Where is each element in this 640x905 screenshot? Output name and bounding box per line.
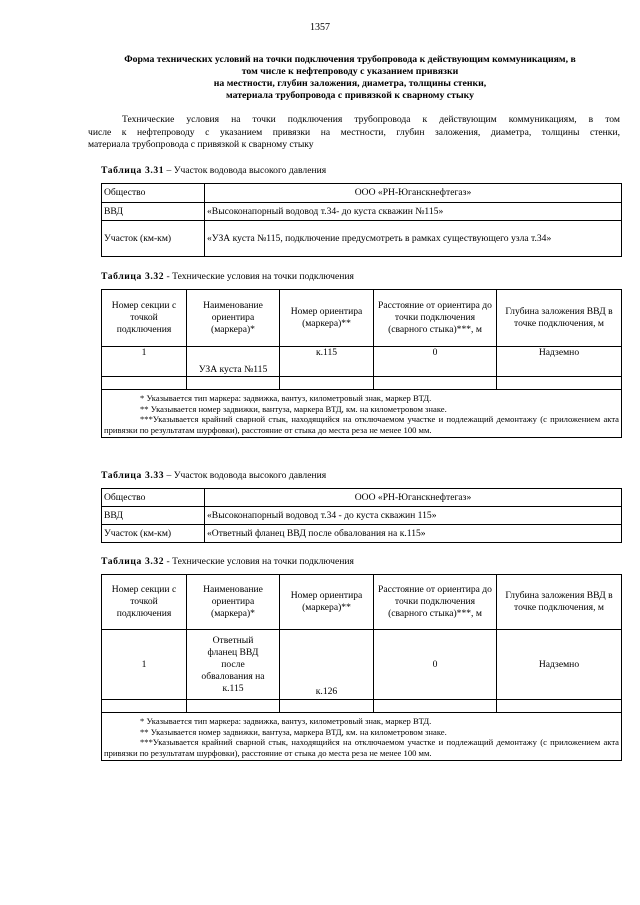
table-caption-text: – Участок водовода высокого давления — [164, 165, 327, 176]
table-header-row — [102, 290, 622, 347]
table-cell: к.115 — [280, 347, 374, 377]
row-label: Участок (км-км) — [102, 525, 205, 543]
table-caption — [101, 470, 326, 481]
row-value: ООО «РН-Юганскнефтегаз» — [205, 184, 622, 203]
column-header: Глубина заложения ВВД в точке подключения, м — [497, 290, 622, 347]
note-line: * Указывается тип маркера: задвижка, вантуз, километровый знак, маркер ВТД. — [140, 393, 432, 403]
title-line: том числе к нефтепроводу с указанием привязки — [241, 66, 459, 77]
row-value: «Ответный фланец ВВД после обвалования на к.115» — [205, 525, 622, 543]
note-line: * Указывается тип маркера: задвижка, вантуз, километровый знак, маркер ВТД. — [140, 716, 432, 726]
title-line: на местности, глубин заложения, диаметра, толщины стенки, — [213, 78, 487, 89]
column-header: Глубина заложения ВВД в точке подключения, м — [497, 575, 622, 630]
note-line: ***Указывается крайний сварной стык, находящийся на отключаемом участке и подлежащий демонтажу (с приложением акта привязки по результатам шурфовки), расстояние от стыка до места реза не менее 100 мм. — [104, 414, 619, 435]
intro-line: материала трубопровода с привязкой к сварному стыку — [88, 139, 314, 150]
row-value: «Высоконапорный водовод т.34- до куста скважин №115» — [205, 203, 622, 221]
table-row — [102, 630, 622, 700]
table-cell: 0 — [374, 630, 497, 700]
table-empty-row — [102, 700, 622, 713]
table-cell: УЗА куста №115 — [187, 347, 280, 377]
table-cell: 1 — [102, 347, 187, 377]
row-label: Общество — [102, 489, 205, 507]
table-cell: Надземно — [497, 630, 622, 700]
table-notes-row — [102, 713, 622, 761]
table-caption-number: Таблица 3.32 — [101, 556, 165, 567]
row-value: «Высоконапорный водовод т.34 - до куста скважин 115» — [205, 507, 622, 525]
table-cell: 1 — [102, 630, 187, 700]
table-row — [102, 489, 622, 507]
title-line: Форма технических условий на точки подключения трубопровода к действующим коммуникациям, в — [124, 54, 576, 65]
document-title — [90, 54, 610, 102]
table-row — [102, 507, 622, 525]
table-cell: 0 — [374, 347, 497, 377]
row-value: ООО «РН-Юганскнефтегаз» — [205, 489, 622, 507]
note-line: ***Указывается крайний сварной стык, находящийся на отключаемом участке и подлежащий демонтажу (с приложением акта привязки по результатам шурфовки), расстояние от стыка до места реза не менее 100 мм. — [104, 737, 619, 758]
page-number: 1357 — [310, 22, 330, 33]
intro-paragraph — [88, 114, 620, 152]
table-caption-number: Таблица 3.31 — [101, 165, 165, 176]
row-label: Общество — [102, 184, 205, 203]
row-label: Участок (км-км) — [102, 221, 205, 257]
table-caption — [101, 271, 354, 282]
title-line: материала трубопровода с привязкой к сварному стыку — [225, 90, 475, 101]
note-line: ** Указывается номер задвижки, вантуза, маркера ВТД, км. на километровом знаке. — [140, 403, 447, 414]
intro-line: числе к нефтепроводу с указанием привязки на местности, глубин заложения, диаметра, толщины стенки, — [88, 126, 620, 138]
column-header: Номер секции с точкой подключения — [102, 290, 187, 347]
note-line: ** Указывается номер задвижки, вантуза, маркера ВТД, км. на километровом знаке. — [140, 726, 447, 737]
intro-line: Технические условия на точки подключения трубопровода к действующим коммуникациям, в том — [122, 114, 620, 125]
table-cell: к.126 — [280, 630, 374, 700]
table-row — [102, 221, 622, 257]
connection-table — [101, 289, 622, 438]
row-label: ВВД — [102, 203, 205, 221]
table-row — [102, 525, 622, 543]
table-row — [102, 347, 622, 377]
table-cell: Ответный фланец ВВД после обвалования на к.115 — [187, 630, 280, 700]
info-table — [101, 488, 622, 543]
table-cell: Надземно — [497, 347, 622, 377]
table-caption — [101, 556, 354, 567]
column-header: Номер ориентира (маркера)** — [280, 290, 374, 347]
row-label: ВВД — [102, 507, 205, 525]
table-caption — [101, 165, 326, 176]
column-header: Расстояние от ориентира до точки подключения (сварного стыка)***, м — [374, 575, 497, 630]
column-header: Наименование ориентира (маркера)* — [187, 575, 280, 630]
table-empty-row — [102, 377, 622, 390]
table-notes — [102, 713, 622, 761]
column-header: Наименование ориентира (маркера)* — [187, 290, 280, 347]
table-caption-text: - Технические условия на точки подключения — [164, 556, 354, 567]
column-header: Расстояние от ориентира до точки подключения (сварного стыка)***, м — [374, 290, 497, 347]
table-caption-text: - Технические условия на точки подключения — [164, 271, 354, 282]
table-row — [102, 184, 622, 203]
table-header-row — [102, 575, 622, 630]
table-row — [102, 203, 622, 221]
table-notes — [102, 390, 622, 438]
column-header: Номер секции с точкой подключения — [102, 575, 187, 630]
connection-table — [101, 574, 622, 761]
table-caption-number: Таблица 3.32 — [101, 271, 165, 282]
table-caption-text: – Участок водовода высокого давления — [164, 470, 327, 481]
info-table — [101, 183, 622, 257]
row-value: «УЗА куста №115, подключение предусмотреть в рамках существующего узла т.34» — [205, 221, 622, 257]
table-notes-row — [102, 390, 622, 438]
table-caption-number: Таблица 3.33 — [101, 470, 165, 481]
column-header: Номер ориентира (маркера)** — [280, 575, 374, 630]
